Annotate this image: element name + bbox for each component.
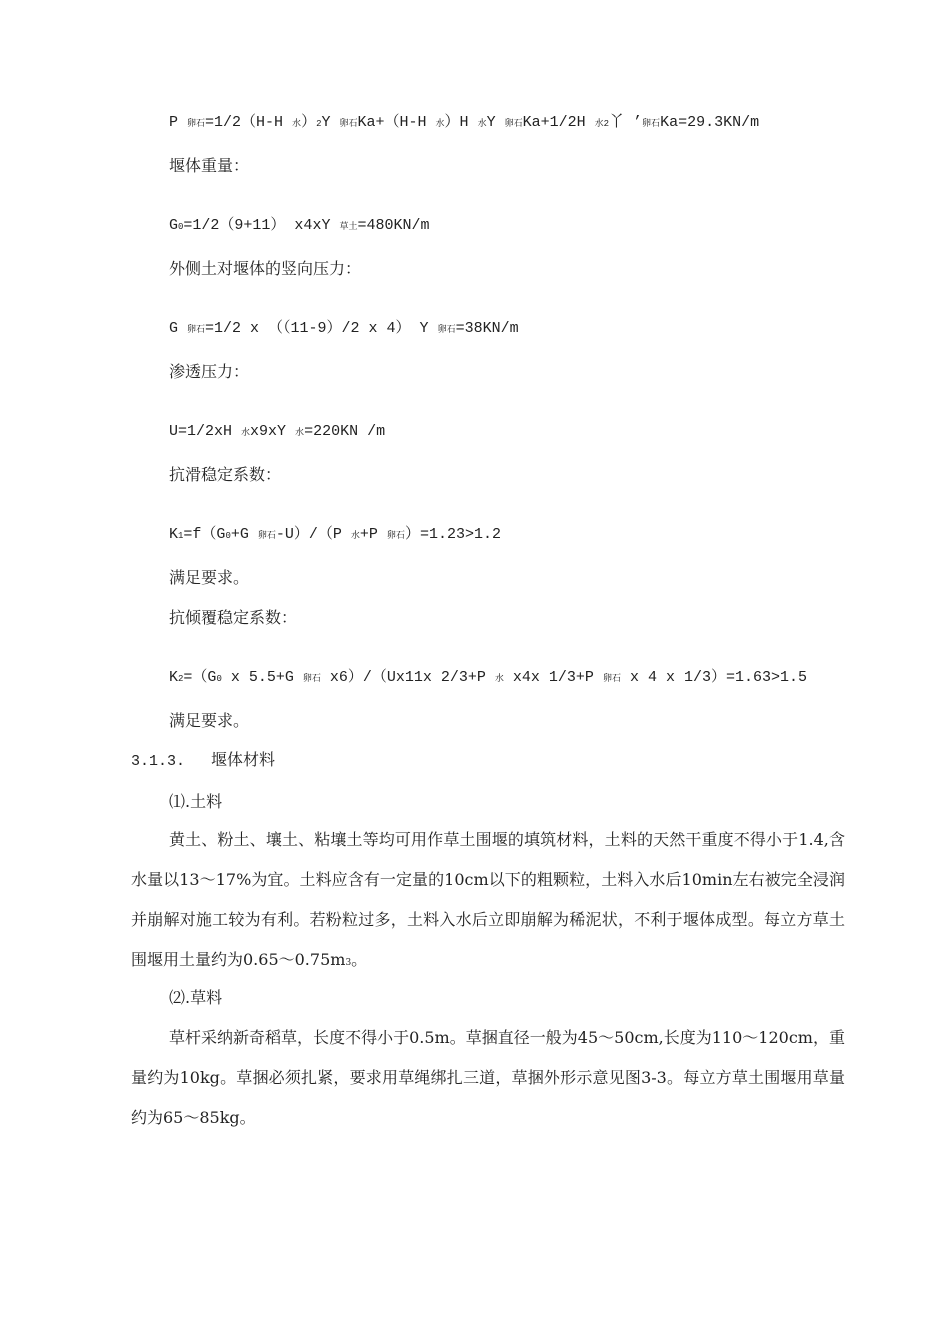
formula-text: U=1/2xH (169, 423, 242, 440)
formula-seepage (169, 422, 385, 443)
formula-text: =1/2（H-H (205, 114, 293, 131)
formula-text: +G (230, 526, 258, 543)
formula-text: G (169, 320, 188, 337)
formula-vertical-pressure (169, 319, 519, 340)
paragraph-straw: 草杆采纳新奇稻草，长度不得小于0.5m。草捆直径一般为45〜50cm,长度为110〜120cm，重量约为10kg。草捆必须扎紧，要求用草绳绑扎三道，草捆外形示意见图3-3。每立方草土围堰用草量约为65〜85kg。 (131, 1028, 845, 1127)
subscript: 水 (295, 428, 305, 438)
satisfied-text: 满足要求。 (169, 568, 250, 587)
label-sliding: 抗滑稳定系数： (169, 465, 282, 484)
label-overturning: 抗倾覆稳定系数： (169, 608, 298, 627)
formula-overturning (169, 668, 807, 689)
formula-text: Ka+1/2H (522, 114, 595, 131)
subscript: 2 (178, 674, 184, 684)
subscript: 水 (435, 119, 445, 129)
subscript: 1 (178, 531, 184, 541)
formula-text: 丫 ’ (609, 114, 643, 131)
formula-text: +P (359, 526, 387, 543)
formula-text: =480KN/m (357, 217, 430, 234)
subscript: 2 (316, 119, 322, 129)
formula-text: =（G (183, 669, 217, 686)
subscript: 水 (292, 119, 302, 129)
label-seepage: 渗透压力： (169, 362, 250, 381)
formula-text: x9xY (250, 423, 296, 440)
formula-text: =1/2 x （（11-9）/2 x 4） Y (205, 320, 438, 337)
subscript: 3 (345, 958, 352, 968)
subscript: 草土 (339, 222, 358, 232)
formula-weir-weight (169, 216, 429, 237)
subscript: 0 (178, 222, 184, 232)
formula-earth-pressure (169, 113, 759, 134)
formula-text: Y (486, 114, 505, 131)
formula-text: x 5.5+G (221, 669, 303, 686)
formula-text: ）=1.23>1.2 (404, 526, 501, 543)
formula-text: x4x 1/3+P (503, 669, 603, 686)
subscript: 卵石 (257, 531, 276, 541)
formula-text: ） (301, 114, 317, 131)
subscript: 0 (225, 531, 231, 541)
formula-text: Y (321, 114, 340, 131)
subscript: 水 (477, 119, 487, 129)
label-vertical-pressure: 外侧土对堰体的竖向压力： (169, 259, 362, 278)
formula-text: =220KN /m (304, 423, 386, 440)
subscript: 卵石 (504, 119, 523, 129)
subscript: 水2 (594, 119, 610, 129)
subscript: 卵石 (187, 325, 206, 335)
formula-sliding (169, 525, 501, 546)
subscript: 卵石 (187, 119, 206, 129)
formula-text: -U）/（P (275, 526, 351, 543)
formula-text: x6）/（Ux11x 2/3+P (320, 669, 495, 686)
subscript: 水 (494, 674, 504, 684)
subscript: 水 (241, 428, 251, 438)
section-heading (131, 750, 275, 772)
formula-text: =38KN/m (455, 320, 519, 337)
section-title: 堰体材料 (211, 750, 276, 769)
item-heading-soil: ⑴.土料 (169, 792, 223, 811)
formula-text: =1/2（9+11） x4xY (183, 217, 340, 234)
subscript: 0 (216, 674, 222, 684)
paragraph-text: 黄土、粉土、壤土、粘壤土等均可用作草土围堰的填筑材料，土料的天然干重度不得小于1.4,含水量以13〜17%为宜。土料应含有一定量的10cm以下的粗颗粒，土料入水后10min左右被完全浸润并崩解对施工较为有利。若粉粒过多，土料入水后立即崩解为稀泥状，不利于堰体成型。每立方草土围堰用土量约为0.65〜0.75m (131, 830, 845, 969)
subscript: 卵石 (302, 674, 321, 684)
formula-text: P (169, 114, 188, 131)
section-number: 3.1.3. (131, 753, 186, 770)
subscript: 水 (350, 531, 360, 541)
formula-text: Ka=29.3KN/m (660, 114, 760, 131)
subscript: 卵石 (437, 325, 456, 335)
formula-text: x 4 x 1/3）=1.63>1.5 (620, 669, 807, 686)
subscript: 卵石 (339, 119, 358, 129)
satisfied-text: 满足要求。 (169, 711, 250, 730)
label-weir-weight: 堰体重量： (169, 156, 250, 175)
formula-text: K (169, 669, 179, 686)
subscript: 卵石 (642, 119, 661, 129)
subscript: 卵石 (602, 674, 621, 684)
formula-text: =f（G (183, 526, 226, 543)
formula-text: K (169, 526, 179, 543)
paragraph-soil (131, 820, 845, 983)
formula-text: Ka+（H-H (357, 114, 436, 131)
paragraph-text: 。 (351, 950, 368, 969)
formula-text: G (169, 217, 179, 234)
formula-text: ）H (444, 114, 478, 131)
subscript: 卵石 (386, 531, 405, 541)
item-heading-straw: ⑵.草料 (169, 988, 223, 1007)
